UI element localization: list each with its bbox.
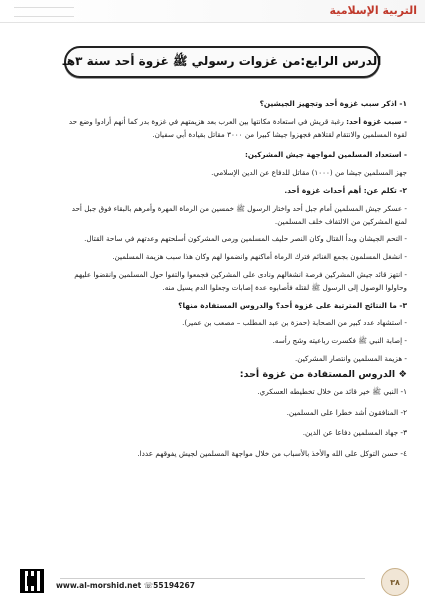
event-4-line-2: وحاولوا الوصول إلى الرسول ﷺ لقتله فأصابوه عدة إصابات وجعلوا الدم يسيل منه. bbox=[162, 282, 407, 292]
page-number: ٣٨ bbox=[381, 568, 409, 596]
lesson-content bbox=[24, 98, 407, 469]
lesson-item: ٣- جهاد المسلمين دفاعا عن الدين. bbox=[302, 428, 407, 438]
subject-label: التربية الإسلامية bbox=[329, 4, 417, 17]
result-1: - استشهاد عدد كبير من الصحابة (حمزة بن عبد المطلب – مصعب بن عمير). bbox=[182, 318, 407, 328]
event-1-line-1: - عسكر جيش المسلمين أمام جبل أحد واختار الرسول ﷺ خمسين من الرماة المهرة وأمرهم بالبقاء فوق جبل أحد bbox=[71, 203, 407, 213]
cause-paragraph bbox=[24, 116, 407, 129]
footer-website: www.al-morshid.net ☏55194267 bbox=[56, 581, 195, 590]
preparation-heading: - استعداد المسلمين لمواجهة جيش المشركين: bbox=[244, 150, 407, 160]
cause-text-1: رغبة قريش في استعادة مكانتها بين العرب بعد هزيمتهم في غزوة بدر كما أنهم أرادوا وضع حد bbox=[68, 116, 347, 126]
lesson-title: الدرس الرابع:من غزوات رسولي ﷺ غزوة أحد سنة ٣هـ bbox=[62, 53, 382, 68]
lesson-item: ٢- المنافقون أشد خطرا على المسلمين. bbox=[286, 407, 407, 417]
page-header bbox=[0, 0, 425, 23]
question-2: ٢- تكلم عن: أهم أحداث غزوة أحد. bbox=[284, 185, 407, 195]
lessons-heading: ❖ الدروس المستفادة من غزوة أحد: bbox=[239, 368, 407, 380]
preparation-text: جهز المسلمين جيشا من (١٠٠٠) مقاتل للدفاع عن الدين الإسلامي. bbox=[211, 168, 407, 178]
question-3: ٣- ما النتائج المترتبة على غزوة أحد؟ والدروس المستفادة منها؟ bbox=[178, 300, 407, 310]
header-ornament bbox=[14, 7, 74, 17]
question-1: ١- اذكر سبب غزوة أحد وتجهيز الجيشين؟ bbox=[259, 99, 407, 108]
event-4-line-1: - انتهز قائد جيش المشركين فرصة انشغالهم ونادى على المشركين فجمعوا والتفوا حول المسلمين وانقضوا عليهم bbox=[74, 269, 407, 279]
footer-divider bbox=[60, 578, 365, 579]
cause-label: - سبب غزوة أحد: bbox=[346, 116, 407, 126]
result-3: - هزيمة المسلمين وانتصار المشركين. bbox=[294, 353, 407, 363]
event-1-line-2: لمنع المشركين من الالتفاف خلف المسلمين. bbox=[274, 216, 407, 226]
lesson-item: ١- النبي ﷺ خير قائد من خلال تخطيطه العسكري. bbox=[257, 386, 407, 396]
result-2: - إصابة النبي ﷺ فكسرت رباعيته وشج رأسه. bbox=[272, 336, 407, 346]
event-3: - انشغل المسلمون بجمع الغنائم فترك الرماة أماكنهم وانضموا لهم وكان هذا سبب هزيمة المسلمين. bbox=[112, 252, 407, 262]
lesson-item: ٤- حسن التوكل على الله والأخذ بالأسباب من خلال مواجهة المسلمين لجيش يفوقهم عددا. bbox=[137, 449, 407, 459]
qr-code-icon bbox=[20, 569, 44, 593]
cause-text-2: لقوة المسلمين والانتقام لقتلاهم فجهزوا جيشا كبيرا من ٣٠٠٠ مقاتل بقيادة أبي سفيان. bbox=[152, 129, 407, 139]
event-2: - التحم الجيشان وبدأ القتال وكان النصر حليف المسلمين ورمى المشركون أسلحتهم وعدتهم في ساحة القتال. bbox=[84, 234, 407, 244]
lesson-title-box bbox=[64, 46, 380, 78]
